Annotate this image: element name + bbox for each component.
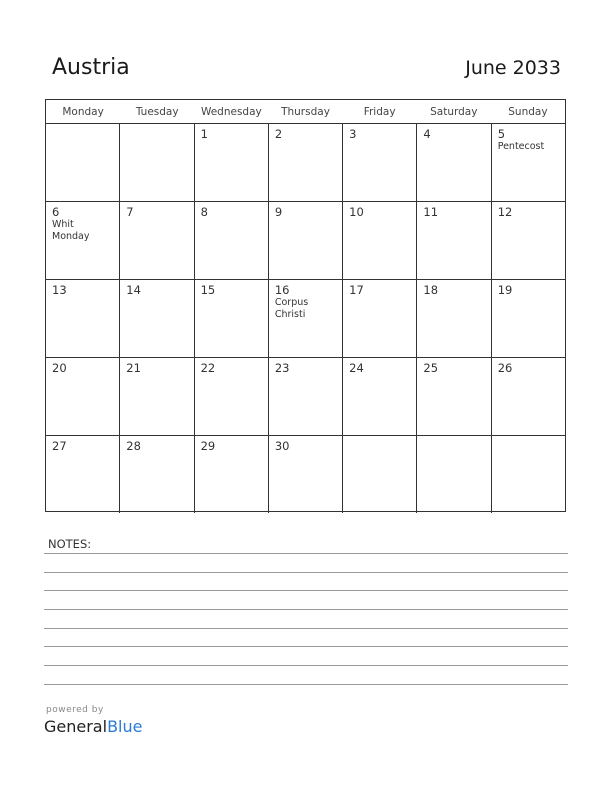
- weekday-header: Tuesday: [135, 106, 179, 118]
- week-row: [46, 358, 565, 436]
- note-line: [44, 665, 568, 666]
- week-row: [46, 436, 565, 513]
- weekday-header-row: [46, 100, 565, 124]
- day-number: 30: [274, 439, 290, 453]
- day-number: 20: [52, 361, 67, 375]
- generalblue-logo: [44, 717, 142, 736]
- weekday-header: Thursday: [281, 106, 330, 118]
- weekday-header: Monday: [62, 106, 104, 118]
- day-cell: [269, 202, 343, 279]
- day-cell: [46, 124, 120, 201]
- weekday-header: Friday: [363, 106, 396, 118]
- day-cell: [195, 124, 269, 201]
- notes-label: NOTES:: [48, 537, 92, 551]
- day-cell: [120, 436, 194, 513]
- day-cell: [46, 280, 120, 357]
- day-number: 26: [497, 361, 513, 375]
- day-cell: [417, 436, 491, 513]
- week-row: [46, 202, 565, 280]
- day-number: 1: [200, 127, 208, 141]
- day-cell: [120, 280, 194, 357]
- day-number: 7: [126, 205, 134, 219]
- day-cell: [46, 436, 120, 513]
- day-cell: [343, 124, 417, 201]
- day-cell: [195, 358, 269, 435]
- day-number: 2: [274, 127, 283, 141]
- day-cell: [492, 202, 565, 279]
- month-year-title: June 2033: [465, 57, 561, 79]
- day-number: 3: [349, 127, 357, 141]
- note-line: [44, 609, 568, 610]
- day-number: 22: [200, 361, 216, 375]
- day-number: 13: [52, 283, 67, 297]
- day-number: 8: [200, 205, 208, 219]
- weekday-header: Saturday: [430, 106, 478, 118]
- day-number: 12: [497, 205, 513, 219]
- day-cell: [417, 358, 491, 435]
- day-number: 6: [52, 205, 60, 219]
- day-number: 23: [274, 361, 290, 375]
- day-cell: [269, 124, 343, 201]
- day-cell: [269, 436, 343, 513]
- day-cell: [195, 202, 269, 279]
- holiday-label: Corpus Christi: [274, 297, 309, 320]
- day-cell: [417, 280, 491, 357]
- day-number: 5: [497, 127, 506, 141]
- logo-blue-text: Blue: [107, 717, 143, 736]
- day-cell: [120, 202, 194, 279]
- day-cell: [343, 280, 417, 357]
- day-cell: [343, 436, 417, 513]
- day-number: 19: [497, 283, 513, 297]
- day-number: 18: [423, 283, 439, 297]
- note-line: [44, 572, 568, 573]
- weekday-header: Sunday: [508, 106, 548, 118]
- day-number: 28: [126, 439, 141, 453]
- day-number: 15: [200, 283, 216, 297]
- day-number: 10: [349, 205, 364, 219]
- note-line: [44, 646, 568, 647]
- day-number: 17: [349, 283, 364, 297]
- day-number: 11: [423, 205, 439, 219]
- day-cell: [269, 358, 343, 435]
- day-number: 24: [349, 361, 364, 375]
- day-number: 4: [423, 127, 431, 141]
- note-line: [44, 590, 568, 591]
- day-number: 29: [200, 439, 216, 453]
- day-cell: [492, 358, 565, 435]
- logo-general-text: General: [44, 717, 108, 736]
- powered-by-text: powered by: [46, 705, 104, 715]
- weekday-header: Wednesday: [200, 106, 262, 118]
- day-cell: [343, 202, 417, 279]
- day-cell: [417, 202, 491, 279]
- day-cell: [492, 436, 565, 513]
- day-number: 25: [423, 361, 439, 375]
- note-line: [44, 684, 568, 685]
- day-cell: [343, 358, 417, 435]
- day-cell: [492, 124, 565, 201]
- day-cell: [417, 124, 491, 201]
- day-cell: [195, 280, 269, 357]
- week-row: [46, 280, 565, 358]
- week-row: [46, 124, 565, 202]
- day-number: 21: [126, 361, 141, 375]
- country-title: Austria: [52, 55, 130, 80]
- day-cell: [120, 124, 194, 201]
- day-cell: [46, 358, 120, 435]
- holiday-label: Whit Monday: [52, 219, 90, 242]
- holiday-label: Pentecost: [497, 141, 545, 152]
- note-line: [44, 553, 568, 554]
- day-number: 16: [274, 283, 290, 297]
- calendar-grid: [45, 99, 566, 512]
- day-number: 9: [274, 205, 283, 219]
- day-cell: [492, 280, 565, 357]
- day-cell: [195, 436, 269, 513]
- weeks-container: [46, 124, 565, 513]
- day-cell: [46, 202, 120, 279]
- day-number: 27: [52, 439, 67, 453]
- day-number: 14: [126, 283, 141, 297]
- day-cell: [269, 280, 343, 357]
- day-cell: [120, 358, 194, 435]
- note-line: [44, 628, 568, 629]
